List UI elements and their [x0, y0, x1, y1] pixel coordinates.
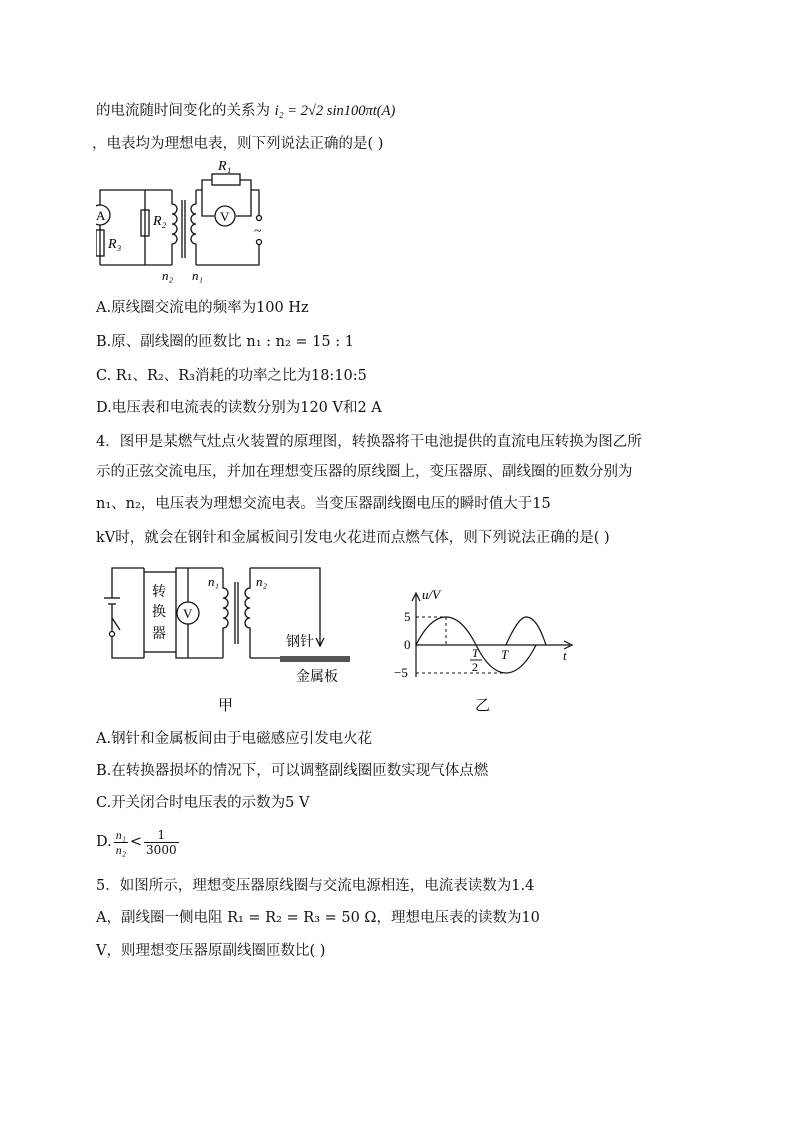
- q4-yi-t-half-num: T: [472, 646, 479, 660]
- q4-yi-tick-m5: −5: [394, 665, 408, 680]
- q4-jia-n1-label: n₁: [208, 574, 220, 589]
- q4-yi-tick-5: 5: [404, 609, 411, 624]
- q4-yi-xlabel: t: [563, 648, 567, 663]
- q4-option-d-lt: <: [129, 834, 143, 850]
- q4-stem-line-2: 示的正弦交流电压，并加在理想变压器的原线圈上，变压器原、副线圈的匝数分别为: [96, 464, 633, 480]
- q4-jia-needle-label: 钢针: [286, 635, 314, 650]
- q4-option-d-left-fraction: [114, 828, 128, 857]
- q3-option-d: D.电压表和电流表的读数分别为120 V和2 A: [96, 400, 382, 416]
- q5-stem-line-1: 5．如图所示，理想变压器原线圈与交流电源相连，电流表读数为1.4: [96, 878, 535, 894]
- q3-intro-line: [96, 101, 395, 121]
- q4-jia-converter-char-3: 器: [152, 627, 166, 642]
- q4-figure-jia: [100, 558, 360, 718]
- q3-r3-label: R₃: [108, 237, 122, 252]
- q4-option-d: [96, 826, 181, 858]
- q3-r1-label: R₁: [218, 160, 232, 174]
- q3-intro-formula: i₂ = 2√2 sin100πt(A): [274, 103, 396, 119]
- q4-figure-yi: [370, 585, 580, 720]
- q4-option-d-prefix: D.: [96, 834, 112, 850]
- q3-n1-label: n₁: [192, 268, 204, 283]
- q5-stem-line-2: A，副线圈一侧电阻 R₁ = R₂ = R₃ = 50 Ω，理想电压表的读数为10: [96, 910, 540, 926]
- q4-option-d-rden: 3000: [146, 842, 177, 857]
- q3-r2-label: R₂: [153, 214, 167, 229]
- q4-stem-line-3: n₁、n₂，电压表为理想交流电表。当变压器副线圈电压的瞬时值大于15: [96, 496, 551, 512]
- q3-voltmeter-label: V: [220, 209, 230, 224]
- q4-yi-caption: 乙: [475, 698, 491, 714]
- q3-circuit-diagram: [96, 160, 276, 285]
- q4-jia-voltmeter-label: V: [183, 606, 193, 621]
- q3-option-a: A.原线圈交流电的频率为100 Hz: [96, 300, 309, 316]
- q4-yi-ylabel: u/V: [422, 587, 441, 602]
- q4-yi-tick-0: 0: [404, 637, 411, 652]
- q3-ac-symbol: ~: [254, 224, 262, 239]
- q5-stem-line-3: V，则理想变压器原副线圈匝数比( ): [96, 943, 326, 959]
- q4-jia-converter-char-2: 换: [152, 605, 166, 620]
- q4-option-c: C.开关闭合时电压表的示数为5 V: [96, 795, 310, 811]
- q4-option-a: A.钢针和金属板间由于电磁感应引发电火花: [96, 731, 373, 747]
- q4-option-d-right-fraction: [144, 828, 179, 857]
- q3-option-c: C. R₁、R₂、R₃消耗的功率之比为18:10:5: [96, 368, 367, 384]
- q3-intro-text: 的电流随时间变化的关系为: [96, 103, 270, 119]
- q4-stem-line-1: 4．图甲是某燃气灶点火装置的原理图，转换器将干电池提供的直流电压转换为图乙所: [96, 434, 642, 450]
- q4-jia-plate-label: 金属板: [296, 670, 338, 685]
- q4-option-d-rnum: 1: [144, 828, 179, 843]
- q3-option-b: B.原、副线圈的匝数比 n₁ : n₂ = 15 : 1: [96, 334, 354, 350]
- q4-option-d-num: n₁: [115, 827, 126, 842]
- q3-intro-cont: ，电表均为理想电表，则下列说法正确的是( ): [92, 136, 384, 152]
- q4-option-b: B.在转换器损坏的情况下，可以调整副线圈匝数实现气体点燃: [96, 763, 489, 779]
- q4-jia-converter-char-1: 转: [152, 585, 166, 600]
- q4-stem-line-4: kV时，就会在钢针和金属板间引发电火花进而点燃气体，则下列说法正确的是( ): [96, 530, 610, 546]
- q4-jia-n2-label: n₂: [256, 574, 268, 589]
- q4-yi-t-half-den: 2: [472, 660, 478, 674]
- q4-jia-caption: 甲: [218, 698, 234, 714]
- q4-yi-t-full: T: [501, 647, 509, 662]
- q3-ammeter-label: A: [96, 208, 106, 223]
- q3-n2-label: n₂: [162, 268, 174, 283]
- q4-option-d-den: n₂: [115, 842, 126, 857]
